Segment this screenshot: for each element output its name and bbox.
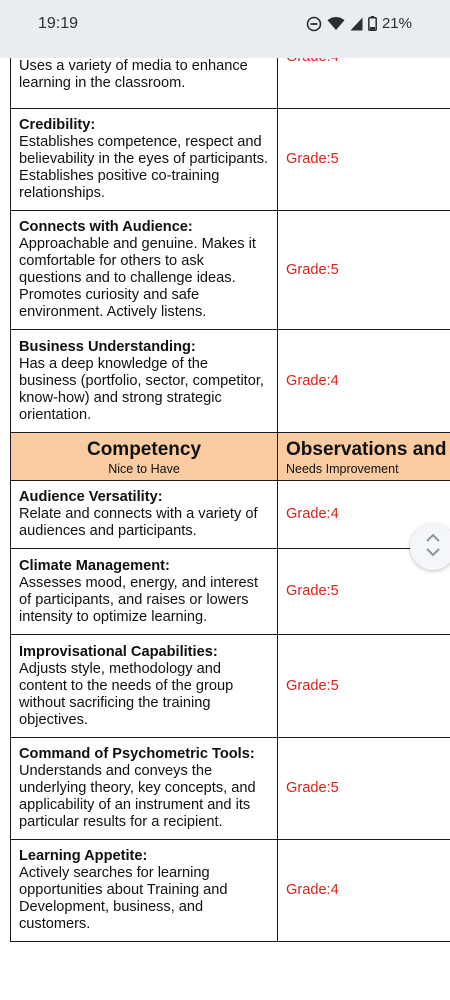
competency-title: Credibility: [19,117,96,133]
grade-value: Grade:5 [286,261,339,278]
competency-cell [11,330,278,433]
observation-cell [278,738,450,840]
observation-cell [278,635,450,738]
scroll-control-button[interactable] [410,524,450,570]
status-time: 19:19 [38,15,79,32]
competency-desc: Has a deep knowledge of the business (portfolio, sector, competitor, know-how) and strong strategic orientation. [19,355,264,423]
table-row [11,330,450,433]
competency-table [10,17,450,942]
competency-desc: Establishes competence, respect and believability in the eyes of participants. Establishes positive co-training relationships. [19,134,269,201]
grade-value: Grade:5 [286,583,339,599]
competency-title: Learning Appetite: [19,848,148,864]
table-row [11,635,450,738]
competency-cell [11,635,278,738]
grade-value: Grade:5 [286,151,339,167]
table-row [11,481,450,549]
signal-icon [350,17,363,31]
competency-cell [11,109,278,211]
observation-cell [278,109,450,211]
header-competency-title: Competency [86,438,202,460]
header-competency-subtitle: Nice to Have [108,461,180,476]
competency-cell [11,211,278,330]
competency-desc: Approachable and genuine. Makes it comfortable for others to ask questions and to challenge ideas. Promotes curiosity and safe environment. Actively listens. [19,236,256,320]
table-row [11,211,450,330]
competency-cell [11,481,278,549]
competency-desc: Assesses mood, energy, and interest of participants, and raises or lowers intensity to optimize learning. [19,574,259,625]
competency-desc: Understands and conveys the underlying theory, key concepts, and applicability of an instrument and its particular results for a recipient. [19,763,256,830]
competency-title: Command of Psychometric Tools: [19,746,255,762]
header-competency-cell [11,433,278,481]
battery-icon [368,16,377,31]
status-icons [306,15,412,32]
table-row [11,738,450,840]
competency-desc: Uses a variety of media to enhance learning in the classroom. [19,58,248,91]
section-header-row [11,433,450,481]
battery-percent: 21% [381,15,412,32]
competency-title: Improvisational Capabilities: [19,643,218,660]
table-row [11,840,450,942]
competency-cell [11,840,278,942]
wifi-icon [327,16,345,31]
competency-title: Business Understanding: [19,338,196,355]
table-row [11,109,450,211]
competency-cell [11,738,278,840]
competency-desc: Relate and connects with a variety of audiences and participants. [19,506,258,539]
grade-value: Grade:5 [286,780,339,796]
header-observations-cell [278,433,450,481]
table-row [11,549,450,635]
competency-desc: Adjusts style, methodology and content to the needs of the group without sacrificing the training objectives. [19,660,234,728]
grade-value: Grade:4 [286,882,339,898]
do-not-disturb-icon [306,16,322,32]
observation-cell [278,330,450,433]
competency-title: Connects with Audience: [19,219,193,235]
competency-desc: Actively searches for learning opportunities about Training and Development, business, and customers. [19,865,228,932]
competency-title: Audience Versatility: [19,489,163,505]
competency-title: Climate Management: [19,557,170,574]
grade-value: Grade:4 [286,506,339,522]
status-bar [0,0,450,58]
grade-value: Grade:5 [286,677,339,694]
competency-cell [11,549,278,635]
observation-cell [278,211,450,330]
grade-value: Grade:4 [286,372,339,389]
header-observations-subtitle: Needs Improvement [286,461,399,476]
header-observations-title: Observations and [286,438,447,460]
observation-cell [278,840,450,942]
up-down-chevron-icon [425,533,441,562]
